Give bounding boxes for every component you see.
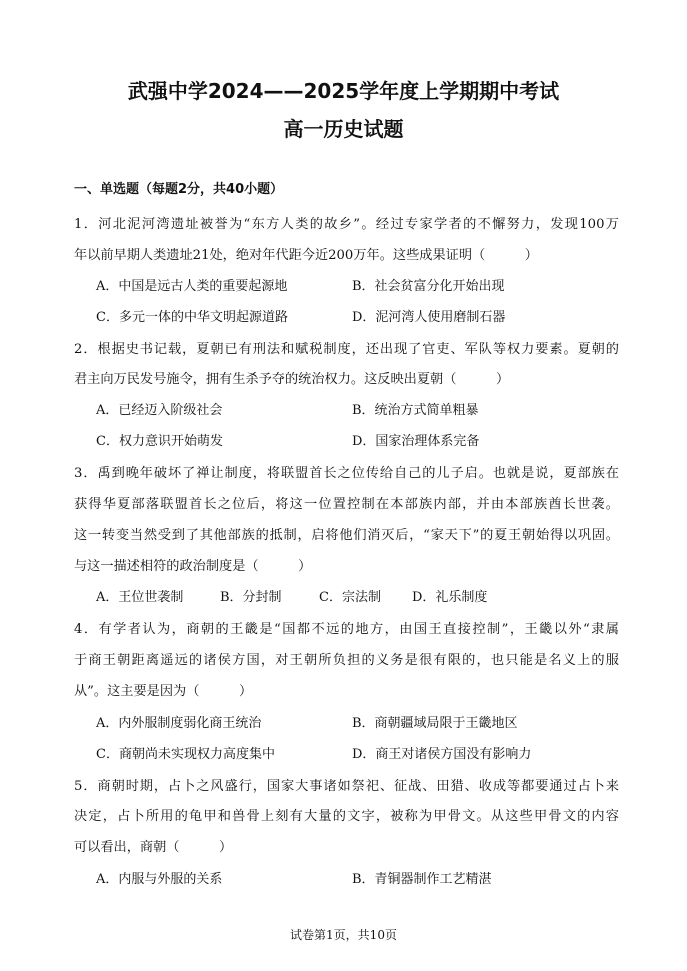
question-text-line: 于商王朝距离遥远的诸侯方国，对王朝所负担的义务是很有限的，也只能是名义上的服 [74,653,619,668]
option-b: B．社会贫富分化开始出现 [352,279,505,294]
option-b: B．统治方式简单粗暴 [352,403,479,418]
page-footer: 试卷第1页，共10页 [290,928,397,942]
question-text-line: 3．禹到晚年破坏了禅让制度，将联盟首长之位传给自己的儿子启。也就是说，夏部族在 [74,466,619,481]
question-text-line: 决定，占卜所用的龟甲和兽骨上刻有大量的文字，被称为甲骨文。从这些甲骨文的内容 [74,809,619,824]
option-c: C．宗法制 [319,590,381,605]
option-b: B．分封制 [220,590,282,605]
question-text-line: 君主向万民发号施令，拥有生杀予夺的统治权力。这反映出夏朝（ ） [74,372,510,387]
option-b: B．青铜器制作工艺精湛 [352,872,492,887]
question-text-line: 年以前早期人类遗址21处，绝对年代距今近200万年。这些成果证明（ ） [74,248,538,263]
option-a: A．王位世袭制 [96,590,184,605]
exam-title: 武强中学2024——2025学年度上学期期中考试 [127,79,560,103]
option-a: A．已经迈入阶级社会 [96,403,223,418]
question-text-line: 从”。这主要是因为（ ） [74,684,253,699]
option-d: D．泥河湾人使用磨制石器 [352,310,506,325]
question-text-line: 2．根据史书记载，夏朝已有刑法和赋税制度，还出现了官吏、军队等权力要素。夏朝的 [74,342,619,357]
question-text-line: 5．商朝时期，占卜之风盛行，国家大事诸如祭祀、征战、田猎、收成等都要通过占卜来 [74,779,619,794]
option-c: C．多元一体的中华文明起源道路 [96,310,288,325]
question-text-line: 4．有学者认为，商朝的王畿是“国都不远的地方，由国王直接控制”，王畿以外“隶属 [74,622,619,637]
option-d: D．商王对诸侯方国没有影响力 [352,747,532,762]
option-a: A．中国是远古人类的重要起源地 [96,279,288,294]
question-text-line: 获得华夏部落联盟首长之位后，将这一位置控制在本部族内部，并由本部族酋长世袭。 [74,497,619,512]
option-a: A．内服与外服的关系 [96,872,223,887]
section-heading: 一、单选题（每题2分，共40小题） [74,182,284,197]
option-c: C．商朝尚未实现权力高度集中 [96,747,275,762]
option-b: B．商朝疆域局限于王畿地区 [352,716,518,731]
exam-subtitle: 高一历史试题 [283,117,404,141]
option-d: D．国家治理体系完备 [352,434,480,449]
question-text-line: 1．河北泥河湾遗址被誉为“东方人类的故乡”。经过专家学者的不懈努力，发现100万 [74,217,619,232]
question-text-line: 可以看出，商朝（ ） [74,840,233,855]
question-text-line: 这一转变当然受到了其他部族的抵制，启将他们消灭后，“家天下”的夏王朝始得以巩固。 [74,528,619,543]
option-d: D．礼乐制度 [412,590,488,605]
option-c: C．权力意识开始萌发 [96,434,223,449]
question-text-line: 与这一描述相符的政治制度是（ ） [74,559,312,574]
option-a: A．内外服制度弱化商王统治 [96,716,262,731]
